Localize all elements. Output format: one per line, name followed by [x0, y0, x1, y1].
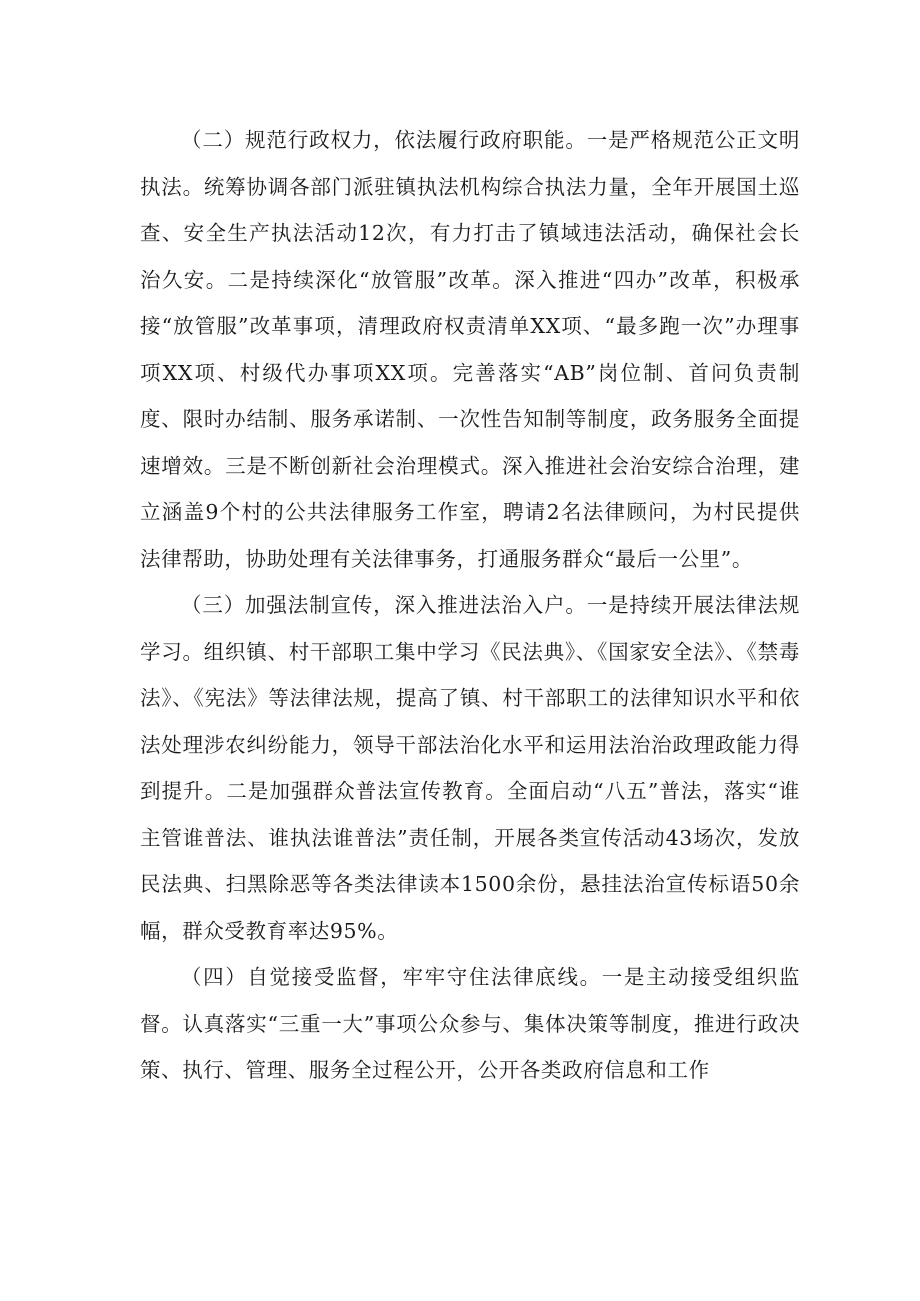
paragraph-section-3: （三）加强法制宣传，深入推进法治入户。一是持续开展法律法规学习。组织镇、村干部职工集中学习《民法典》、《国家安全法》、《禁毒法》、《宪法》等法律法规，提高了镇、村干部职工的法律知识水平和依法处理涉农纠纷能力，领导干部法治化水平和运用法治治政理政能力得到提升。二是加强群众普法宣传教育。全面启动“八五”普法，落实“谁主管谁普法、谁执法谁普法”责任制，开展各类宣传活动43场次，发放民法典、扫黑除恶等各类法律读本1500余份，悬挂法治宣传标语50余幅，群众受教育率达95%。 [140, 593, 800, 943]
paragraph-section-2: （二）规范行政权力，依法履行政府职能。一是严格规范公正文明执法。统筹协调各部门派驻镇执法机构综合执法力量，全年开展国土巡查、安全生产执法活动12次，有力打击了镇域违法活动，确保社会长治久安。二是持续深化“放管服”改革。深入推进“四办”改革，积极承接“放管服”改革事项，清理政府权责清单XX项、“最多跑一次”办理事项XX项、村级代办事项XX项。完善落实“AB”岗位制、首问负责制度、限时办结制、服务承诺制、一次性告知制等制度，政务服务全面提速增效。三是不断创新社会治理模式。深入推进社会治安综合治理，建立涵盖9个村的公共法律服务工作室，聘请2名法律顾问，为村民提供法律帮助，协助处理有关法律事务，打通服务群众“最后一公里”。 [140, 128, 800, 571]
document-body [140, 117, 800, 1094]
paragraph-section-4: （四）自觉接受监督，牢牢守住法律底线。一是主动接受组织监督。认真落实“三重一大”事项公众参与、集体决策等制度，推进行政决策、执行、管理、服务全过程公开，公开各类政府信息和工作 [140, 965, 800, 1082]
